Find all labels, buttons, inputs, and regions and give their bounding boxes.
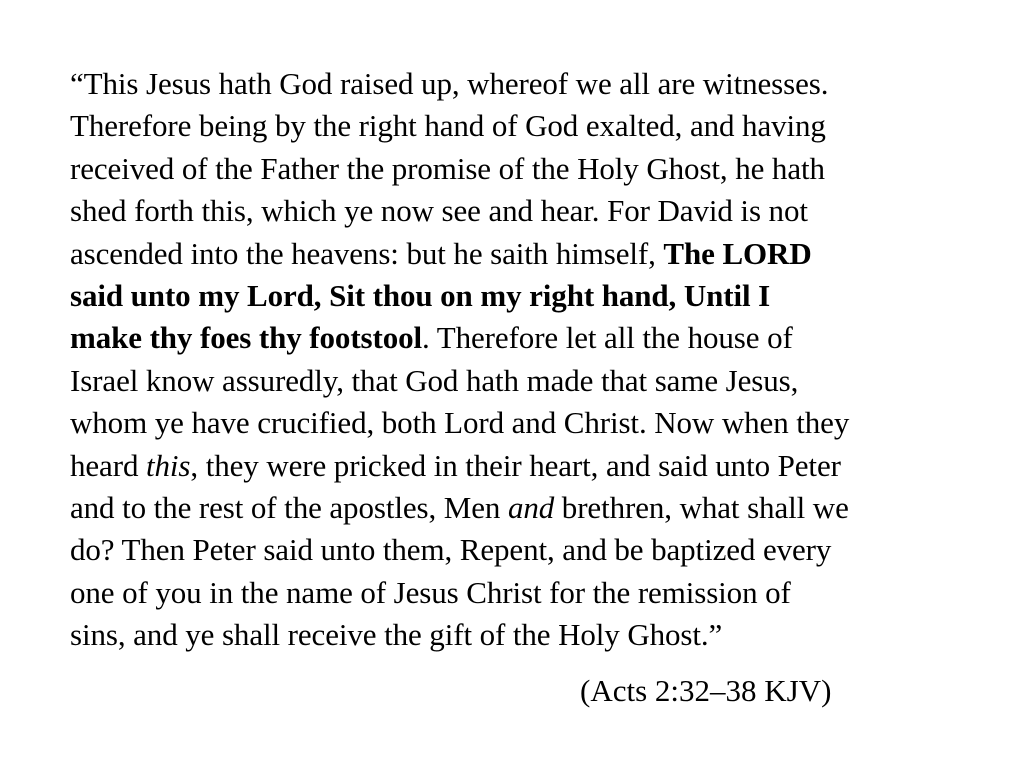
- quote-line-5: [70, 233, 970, 275]
- quote-line-5-bold: The LORD: [663, 235, 812, 271]
- quote-line-1: “This Jesus hath God raised up, whereof we all are witnesses.: [70, 66, 829, 101]
- quote-line-5-text: ascended into the heavens: but he saith himself,: [70, 235, 664, 271]
- quote-line-8: Israel know assuredly, that God hath made that same Jesus,: [70, 362, 799, 398]
- quote-line-10-text-a: heard: [70, 447, 146, 483]
- quote-line-14: sins, and ye shall receive the gift of the Holy Ghost.”: [70, 617, 723, 653]
- scripture-citation: (Acts 2:32–38 KJV): [580, 673, 832, 708]
- quote-line-11-text-a: and to the rest of the apostles, Men: [70, 490, 508, 526]
- quote-line-2: Therefore being by the right hand of God exalted, and having: [70, 108, 826, 144]
- quote-line-10-text-b: , they were pricked in their heart, and said unto Peter: [190, 447, 841, 483]
- quote-line-3: received of the Father the promise of the Holy Ghost, he hath: [70, 150, 825, 186]
- quote-line-11: [70, 487, 970, 529]
- quote-line-12: do? Then Peter said unto them, Repent, and be baptized every: [70, 532, 832, 568]
- quote-line-11-text-b: brethren, what shall we: [554, 490, 849, 526]
- quote-line-7: [70, 317, 970, 359]
- scripture-quote: [70, 63, 970, 657]
- quote-line-10-italic: this: [146, 447, 191, 483]
- quote-line-4: shed forth this, which ye now see and hear. For David is not: [70, 193, 808, 229]
- quote-line-11-italic: and: [507, 490, 555, 526]
- quote-line-7-bold: make thy foes thy footstool: [70, 320, 423, 356]
- quote-line-10: [70, 445, 970, 487]
- quote-line-7-text: . Therefore let all the house of: [422, 320, 793, 356]
- quote-line-13: one of you in the name of Jesus Christ for the remission of: [70, 574, 791, 610]
- quote-line-6-bold: said unto my Lord, Sit thou on my right hand, Until I: [70, 278, 771, 314]
- quote-line-9: whom ye have crucified, both Lord and Christ. Now when they: [70, 405, 850, 441]
